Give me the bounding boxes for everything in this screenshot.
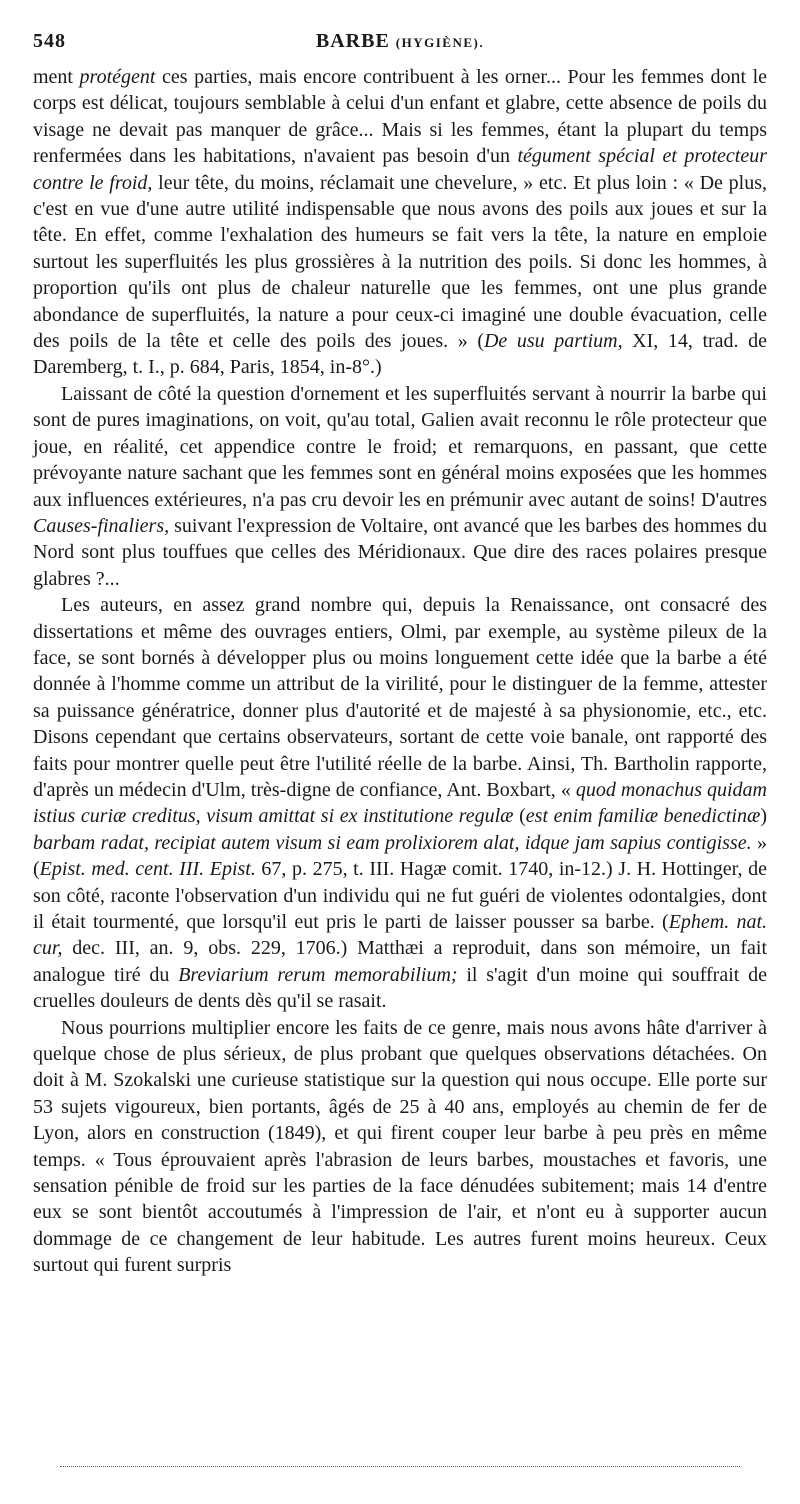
page-number: 548 bbox=[33, 30, 66, 52]
text-run: dec. III, an. 9, obs. 229, 1706.) Matthæi a reproduit, dans son mémoire, un fait analogue tiré du bbox=[33, 937, 767, 986]
page-header bbox=[33, 30, 767, 58]
text-run: ment bbox=[33, 66, 80, 88]
text-run: » ( bbox=[33, 831, 768, 881]
text-run: 67, p. 275, t. III. Hagæ comit. 1740, in-12.) J. H. Hottinger, de son côté, raconte l'observation d'un individu qui ne fut guéri de violentes odontalgies, dont il était tourmenté, que lorsqu'il eut pris le parti de laisser pousser sa barbe. ( bbox=[33, 858, 767, 933]
italic-run: Epist. med. cent. III. Epist. bbox=[39, 858, 256, 881]
body-text bbox=[33, 64, 767, 1279]
paragraph bbox=[33, 381, 767, 592]
running-head bbox=[33, 30, 767, 53]
italic-run: barbam radat, recipiat autem visum si eam prolixiorem alat, idque jam sapius contigisse. bbox=[33, 831, 752, 854]
paragraph bbox=[33, 1015, 767, 1279]
text-run: Nous pourrions multiplier encore les faits de ce genre, mais nous avons hâte d'arriver à quelque chose de plus sérieux, de plus probant que quelques observations détachées. On doit à M. Szokalski une curieuse statistique sur la question qui nous occupe. Elle porte sur 53 sujets vigoureux, bien portants, âgés de 25 à 40 ans, employés au chemin de fer de Lyon, alors en construction (1849), et qui firent couper leur barbe à peu près en même temps. « Tous éprouvaient après l'abrasion de leurs barbes, moustaches et favoris, une sensation pénible de froid sur les parties de la face dénudées subitement; mais 14 d'entre eux se sont bientôt accoutumés à l'impression de l'air, et n'ont eu à supporter aucun dommage de ce changement de leur habitude. Les autres furent moins heureux. Ceux surtout qui furent surpris bbox=[33, 1016, 767, 1277]
text-run: il s'agit d'un moine qui souffrait de cruelles douleurs de dents dès qu'il se rasait. bbox=[33, 963, 767, 1013]
text-run: ces parties, mais encore contribuent à les orner... Pour les femmes dont le corps est délicat, toujours semblable à celui d'un enfant et glabre, cette absence de poils du visage ne devait pas manquer de grâce... Mais si les femmes, étant la plupart du temps renfermées dans les habitations, n'avaient pas besoin d'un bbox=[33, 66, 768, 168]
italic-run: quod monachus quidam istius curiæ creditus, visum amittat si ex institutione regulæ bbox=[33, 778, 767, 828]
paragraph bbox=[33, 592, 767, 1015]
text-run: ( bbox=[513, 805, 526, 828]
italic-run: est enim familiæ benedictinæ bbox=[525, 805, 761, 828]
text-run: Laissant de côté la question d'ornement et les superfluités servant à nourrir la barbe qui sont de pures imaginations, on voit, qu'au total, Galien avait reconnu le rôle protecteur que joue, en réalité, cet appendice contre le froid; et remarquons, en passant, que cette prévoyante nature sachant que les femmes sont en général moins exposées que les hommes aux influences extérieures, n'a pas cru devoir les en prémunir avec autant de soins! D'autres bbox=[33, 382, 767, 511]
italic-run: Ephem. nat. cur, bbox=[33, 911, 768, 960]
italic-run: Breviarium rerum memorabilium; bbox=[178, 963, 458, 986]
running-head-subtitle: (HYGIÈNE). bbox=[395, 35, 485, 50]
italic-run: Causes-finaliers, bbox=[33, 514, 170, 537]
text-run: Les auteurs, en assez grand nombre qui, depuis la Renaissance, ont consacré des dissertations et même des ouvrages entiers, Olmi, par exemple, au système pileux de la face, se sont bornés à développer plus ou moins longuement cette idée que la barbe a été donnée à l'homme comme un attribut de la virilité, pour le distinguer de la femme, attester sa puissance génératrice, donner plus d'autorité et de majesté à sa physionomie, etc., etc. Disons cependant que certains observateurs, sortant de cette voie banale, ont rapporté des faits pour montrer quelle peut être l'utilité réelle de la barbe. Ainsi, Th. Bartholin rapporte, d'après un médecin d'Ulm, très-digne de confiance, Ant. Boxbart, « bbox=[33, 594, 767, 801]
footer-rule bbox=[60, 1466, 740, 1467]
text-run: leur tête, du moins, réclamait une chevelure, » etc. Et plus loin : « De plus, c'est en vue d'une autre utilité indispensable que nous avons des poils aux joues et sur la tête. En effet, comme l'exhalation des humeurs se fait vers la tête, la nature en emploie surtout les superfluités les plus grossières à la nutrition des poils. Si donc les hommes, à proportion qu'ils ont plus de chaleur naturelle que les femmes, ont une plus grande abondance de superfluités, la nature a pour ceux-ci imaginé une double évacuation, celle des poils de la tête et celle des poils des joues. » ( bbox=[33, 171, 767, 353]
text-run: suivant l'expression de Voltaire, ont avancé que les barbes des hommes du Nord sont plus touffues que celles des Méridionaux. Que dire des races polaires presque glabres ?... bbox=[33, 514, 767, 590]
italic-run: tégument spécial et protecteur contre le froid, bbox=[33, 145, 767, 194]
text-run: XI, 14, trad. de Daremberg, t. I., p. 684, Paris, 1854, in-8°.) bbox=[33, 330, 767, 379]
italic-run: protégent bbox=[79, 66, 156, 88]
italic-run: De usu partium, bbox=[483, 330, 623, 353]
text-run: ) bbox=[760, 805, 767, 828]
running-head-title: BARBE bbox=[315, 30, 390, 52]
paragraph bbox=[33, 64, 767, 381]
